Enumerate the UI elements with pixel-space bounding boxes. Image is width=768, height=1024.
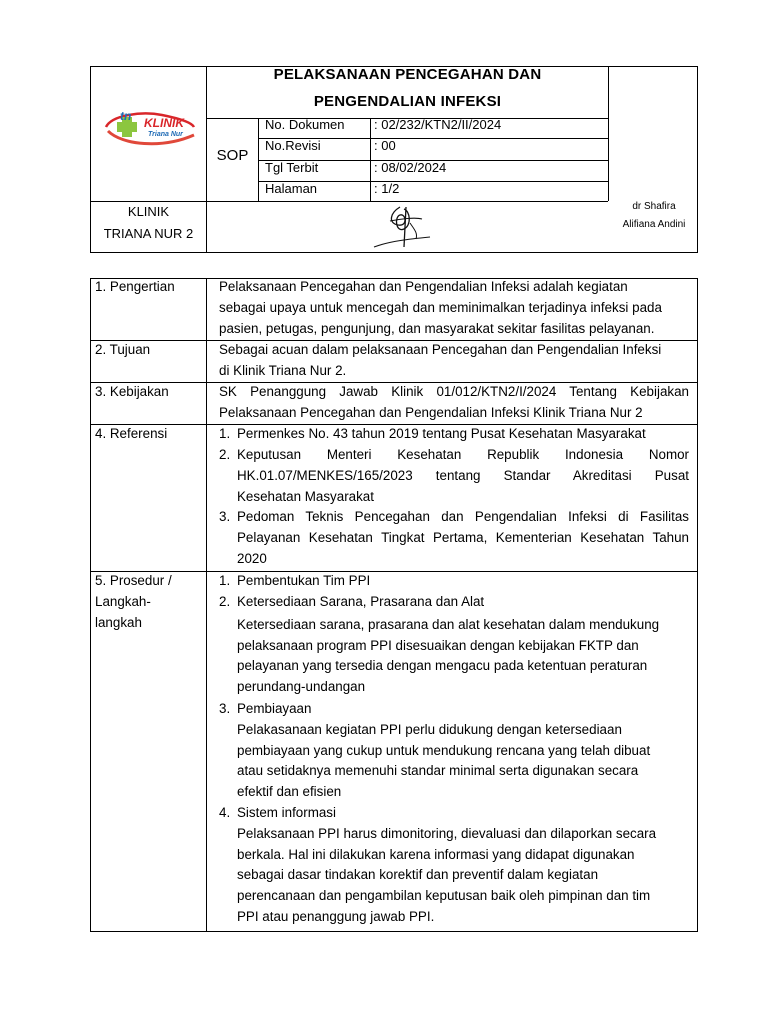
prosedur-label-line: langkah bbox=[95, 614, 142, 630]
prosedur-item-title: Ketersediaan Sarana, Prasarana dan Alat bbox=[237, 594, 485, 609]
prosedur-item-number: 4. bbox=[219, 805, 231, 820]
referensi-line: Permenkes No. 43 tahun 2019 tentang Pusat Kesehatan Masyarakat bbox=[237, 426, 646, 441]
meta-value-halaman: : 1/2 bbox=[374, 181, 400, 196]
prosedur-line: perundang-undangan bbox=[237, 679, 366, 695]
clinic-logo bbox=[102, 105, 198, 153]
section-label-prosedur bbox=[95, 571, 172, 633]
prosedur-item bbox=[237, 592, 689, 698]
signer-name-line2: Alifiana Andini bbox=[622, 219, 686, 230]
logo-word-triana: Triana Nur bbox=[148, 131, 183, 138]
referensi-item bbox=[237, 507, 689, 569]
section-tujuan-text bbox=[219, 340, 689, 382]
prosedur-line: pelaksanaan program PPI disesuaikan dengan kebijakan FKTP dan bbox=[237, 637, 639, 653]
referensi-line: HK.01.07/MENKES/165/2023 tentang Standar Akreditasi Pusat bbox=[237, 467, 689, 483]
section-label-pengertian: 1. Pengertian bbox=[95, 279, 175, 294]
pengertian-line: pasien, petugas, pengunjung, dan masyarakat sekitar fasilitas pelayanan. bbox=[219, 320, 655, 336]
referensi-line: Kesehatan Masyarakat bbox=[237, 488, 374, 504]
prosedur-line: berkala. Hal ini dilakukan karena informasi yang didapat digunakan bbox=[237, 846, 635, 862]
prosedur-line: sebagai dasar tindakan korektif dan preventif dalam kegiatan bbox=[237, 867, 599, 883]
meta-value-revisi: : 00 bbox=[374, 138, 396, 153]
section-pengertian-text bbox=[219, 277, 689, 339]
logo-mark: tn bbox=[120, 109, 132, 123]
signature-icon bbox=[360, 203, 440, 251]
meta-label-revisi: No.Revisi bbox=[265, 138, 321, 153]
prosedur-line: pelayanan yang tersedia dengan mengacu pada ketentuan peraturan bbox=[237, 658, 648, 674]
prosedur-line: pembiayaan yang cukup untuk mendukung rencana yang telah dibuat bbox=[237, 742, 651, 758]
prosedur-line: Pelakasanaan kegiatan PPI perlu didukung dengan ketersediaan bbox=[237, 721, 622, 737]
tujuan-line: Sebagai acuan dalam pelaksanaan Pencegahan dan Pengendalian Infeksi bbox=[219, 342, 662, 357]
referensi-item bbox=[237, 424, 689, 445]
prosedur-item-number: 1. bbox=[219, 573, 231, 588]
prosedur-item bbox=[237, 803, 689, 928]
referensi-item-number: 2. bbox=[219, 447, 231, 462]
signature bbox=[360, 203, 440, 251]
meta-value-dokumen: : 02/232/KTN2/II/2024 bbox=[374, 117, 502, 132]
kebijakan-line: SK Penanggung Jawab Klinik 01/012/KTN2/I/2024 Tentang Kebijakan bbox=[219, 384, 689, 399]
meta-value-terbit: : 08/02/2024 bbox=[374, 160, 447, 175]
logo-word-klinik: KLINIK bbox=[144, 116, 184, 130]
referensi-item-number: 3. bbox=[219, 509, 231, 524]
prosedur-item-number: 3. bbox=[219, 701, 231, 716]
prosedur-line: efektif dan efisien bbox=[237, 784, 342, 800]
prosedur-line: perencanaan dan pengambilan keputusan baik oleh pimpinan dan tim bbox=[237, 888, 651, 904]
prosedur-label-line: Langkah- bbox=[95, 593, 151, 609]
meta-label-dokumen: No. Dokumen bbox=[265, 117, 345, 132]
tujuan-line: di Klinik Triana Nur 2. bbox=[219, 362, 347, 378]
section-kebijakan-text bbox=[219, 382, 689, 424]
clinic-name-line1: KLINIK bbox=[127, 204, 170, 219]
signer-name-line1: dr Shafira bbox=[632, 201, 676, 212]
doc-title-line2: PENGENDALIAN INFEKSI bbox=[313, 93, 502, 110]
prosedur-line: PPI atau penanggung jawab PPI. bbox=[237, 908, 435, 924]
referensi-item bbox=[237, 445, 689, 507]
referensi-line: 2020 bbox=[237, 550, 267, 566]
section-label-kebijakan: 3. Kebijakan bbox=[95, 384, 169, 399]
prosedur-line: Ketersediaan sarana, prasarana dan alat kesehatan dalam mendukung bbox=[237, 616, 660, 632]
prosedur-line: atau setidaknya memenuhi standar minimal serta digunakan secara bbox=[237, 763, 639, 779]
kebijakan-line: Pelaksanaan Pencegahan dan Pengendalian Infeksi Klinik Triana Nur 2 bbox=[219, 404, 643, 420]
prosedur-line: Pelaksanaan PPI harus dimonitoring, dievaluasi dan dilaporkan secara bbox=[237, 825, 657, 841]
referensi-line: Pelayanan Kesehatan Tingkat Pertama, Kementerian Kesehatan Tahun bbox=[237, 529, 689, 545]
doc-title-line1: PELAKSANAAN PENCEGAHAN DAN bbox=[273, 66, 542, 83]
clinic-name-line2: TRIANA NUR 2 bbox=[103, 226, 194, 241]
meta-label-terbit: Tgl Terbit bbox=[265, 160, 319, 175]
referensi-item-number: 1. bbox=[219, 426, 231, 441]
prosedur-item bbox=[237, 699, 689, 803]
prosedur-item-title: Pembentukan Tim PPI bbox=[237, 573, 371, 588]
sop-label: SOP bbox=[216, 147, 249, 164]
meta-label-halaman: Halaman bbox=[265, 181, 318, 196]
prosedur-item-title: Pembiayaan bbox=[237, 701, 312, 716]
section-label-referensi: 4. Referensi bbox=[95, 426, 168, 441]
prosedur-label-line: 5. Prosedur / bbox=[95, 573, 172, 588]
prosedur-item-number: 2. bbox=[219, 594, 231, 609]
pengertian-line: Pelaksanaan Pencegahan dan Pengendalian Infeksi adalah kegiatan bbox=[219, 279, 628, 294]
prosedur-item-title: Sistem informasi bbox=[237, 805, 336, 820]
referensi-line: Keputusan Menteri Kesehatan Republik Indonesia Nomor bbox=[237, 447, 689, 462]
referensi-line: Pedoman Teknis Pencegahan dan Pengendalian Infeksi di Fasilitas bbox=[237, 509, 689, 524]
section-label-tujuan: 2. Tujuan bbox=[95, 342, 151, 357]
pengertian-line: sebagai upaya untuk mencegah dan meminimalkan terjadinya infeksi pada bbox=[219, 299, 662, 315]
